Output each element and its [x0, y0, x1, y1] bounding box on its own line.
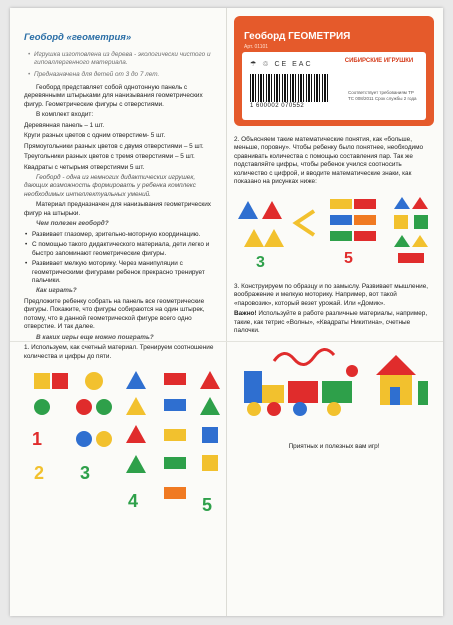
kit-title: В комплект входит:	[36, 111, 94, 119]
kit-item: Деревянная панель – 1 шт.	[24, 121, 105, 129]
brand-logo-text: СИБИРСКИЕ ИГРУШКИ	[344, 58, 414, 64]
kit-item: Треугольники разных цветов с тремя отверстиями – 5 шт.	[24, 153, 195, 161]
kit-item: Квадраты с четырьмя отверстиями 5 шт.	[24, 163, 145, 171]
blue-rectangle	[164, 399, 186, 411]
yellow-square	[202, 455, 218, 471]
right-column	[234, 8, 434, 616]
red-rectangle	[164, 373, 186, 385]
product-label	[234, 16, 434, 126]
step-2-text: 2. Объясняем такие математические понятия, как «больше, меньше, поровну». Чтобы ребенку было понятнее, необходимо сравнивать количества с помощью составления пар. Так же подставляйте цифры, чтобы ребенок учился соотносить количество с цифрой, и вводите математические знаки, как показано на рисунках ниже:	[234, 136, 424, 186]
green-circle	[34, 399, 50, 415]
farewell-text: Приятных и полезных вам игр!	[288, 443, 380, 451]
digit-3: 3	[80, 463, 91, 484]
steam-wave	[274, 350, 334, 365]
yellow-circle	[96, 431, 112, 447]
comparison-illustration	[234, 193, 434, 273]
digit-1: 1	[32, 429, 43, 450]
blue-triangle	[238, 201, 258, 219]
red-rectangle	[398, 253, 424, 263]
counting-shapes-illustration	[24, 367, 220, 517]
useful-item: • Развивает мелкую моторику. Через манипуляции с геометрическими фигурами ребенок прекрасно тренирует пальчики.	[24, 260, 220, 285]
red-triangle	[412, 197, 428, 209]
house-door	[390, 387, 400, 405]
red-triangle	[126, 425, 146, 443]
certification-text: Соответствует требованиям ТР ТС 008/2011 Срок службы 2 года	[348, 90, 417, 101]
step-1-text: 1. Используем, как счетный материал. Тренируем соотношение количества и цифры до пяти.	[24, 344, 214, 360]
barcode-number: 1 600002 070552	[250, 103, 305, 109]
green-triangle	[394, 235, 410, 247]
step-3-text: 3. Конструируем по образцу и по замыслу. Развивает мышление, воображение и мелкую моторику. Например, вот такой «паровозик», который везет урожай. Или «Домик».	[234, 282, 429, 307]
label-card	[242, 52, 426, 120]
wheel	[247, 402, 261, 416]
instruction-leaflet	[10, 8, 443, 616]
yellow-triangle	[264, 229, 284, 247]
construction-photo	[234, 341, 434, 433]
yellow-square	[394, 215, 408, 229]
blue-square	[202, 427, 218, 443]
green-rectangle	[330, 231, 352, 241]
house-roof	[376, 355, 416, 375]
green-triangle	[126, 455, 146, 473]
more-games-heading: В каких игры еще можно поиграть?	[36, 333, 154, 341]
useful-item: • С помощью такого дидактического материала, дети легко и быстро запоминают геометрические фигуры.	[24, 241, 220, 258]
notes-list	[24, 51, 220, 80]
useful-heading: Чем полезен геоборд?	[36, 220, 109, 228]
blue-rectangle	[330, 215, 352, 225]
train-engine	[262, 385, 284, 403]
red-rectangle	[354, 231, 376, 241]
yellow-triangle	[412, 235, 428, 247]
red-rectangle	[354, 199, 376, 209]
yellow-rectangle	[330, 199, 352, 209]
red-triangle	[262, 201, 282, 219]
yellow-triangle	[126, 397, 146, 415]
green-square	[414, 215, 428, 229]
comparison-photo	[234, 193, 434, 273]
cargo-circle	[346, 365, 358, 377]
red-triangle	[200, 371, 220, 389]
certification-icons: ☂ ♲ CE EAC	[250, 61, 313, 68]
yellow-triangle	[244, 229, 264, 247]
useful-item: • Развивает глазомер, зрительно-моторную координацию.	[24, 231, 220, 239]
brand-logo	[344, 58, 414, 80]
wheel	[293, 402, 307, 416]
didactic-text: Геоборд - одна из немногих дидактических игрушек, дающих возможность формировать у ребенка комплекс необходимых интеллектуальных умений.	[24, 173, 196, 198]
red-circle	[76, 399, 92, 415]
green-circle	[96, 399, 112, 415]
note-item: • Предназначена для детей от 3 до 7 лет.	[28, 71, 220, 79]
fold-line	[226, 8, 227, 616]
green-triangle	[200, 397, 220, 415]
orange-rectangle	[164, 487, 186, 499]
digit-5: 5	[202, 495, 213, 516]
how-text: Предложите ребенку собрать на панель все геометрические фигуры. Покажите, что фигуры собираются на один штырек, потому, что в данной геометрической фигуре всего одно отверстие. И так далее.	[24, 297, 205, 331]
wagon	[322, 381, 352, 403]
important-note	[234, 310, 434, 335]
intro-text: Геоборд представляет собой однотонную панель с деревянными штырьками для нанизывания геометрических фигур. Геометрические фигуры с отверстиями.	[24, 83, 203, 108]
kit-item: Круги разных цветов с одним отверстием- 5 шт.	[24, 132, 166, 140]
digit-3: 3	[256, 253, 265, 271]
counting-material-photo	[24, 367, 220, 517]
yellow-square	[34, 373, 50, 389]
article-number: Арт. 01101	[244, 44, 269, 50]
yellow-rectangle	[164, 429, 186, 441]
less-sign	[296, 211, 314, 235]
how-heading: Как играть?	[36, 287, 77, 295]
barcode	[250, 74, 328, 102]
material-text: Материал предназначен для нанизывания геометрических фигур на штырьки.	[24, 201, 211, 217]
wagon	[288, 381, 318, 403]
page-title: Геоборд «геометрия»	[24, 32, 132, 43]
red-square	[52, 373, 68, 389]
product-title: Геоборд ГЕОМЕТРИЯ	[244, 31, 351, 42]
important-text: Используйте в работе различные материалы, например, такие, как тетрис «Волны», «Квадраты Никитина», счетные палочки.	[234, 310, 428, 334]
wheel	[267, 402, 281, 416]
important-label: Важно!	[234, 310, 257, 318]
digit-5: 5	[344, 249, 353, 267]
green-rectangle	[164, 457, 186, 469]
left-column	[24, 8, 220, 616]
blue-circle	[76, 431, 92, 447]
digit-2: 2	[34, 463, 45, 484]
orange-rectangle	[354, 215, 376, 225]
yellow-circle	[85, 372, 103, 390]
note-item: • Игрушка изготовлена из дерева - экологически чистого и гипоаллергенного материала.	[28, 51, 220, 68]
wheel	[327, 402, 341, 416]
blue-triangle	[126, 371, 146, 389]
train-and-house-illustration	[234, 341, 434, 433]
tree	[418, 381, 428, 405]
digit-4: 4	[128, 491, 139, 512]
kit-item: Прямоугольники разных цветов с двумя отверстиями – 5 шт.	[24, 142, 204, 150]
blue-triangle	[394, 197, 410, 209]
train-cab	[244, 371, 262, 403]
